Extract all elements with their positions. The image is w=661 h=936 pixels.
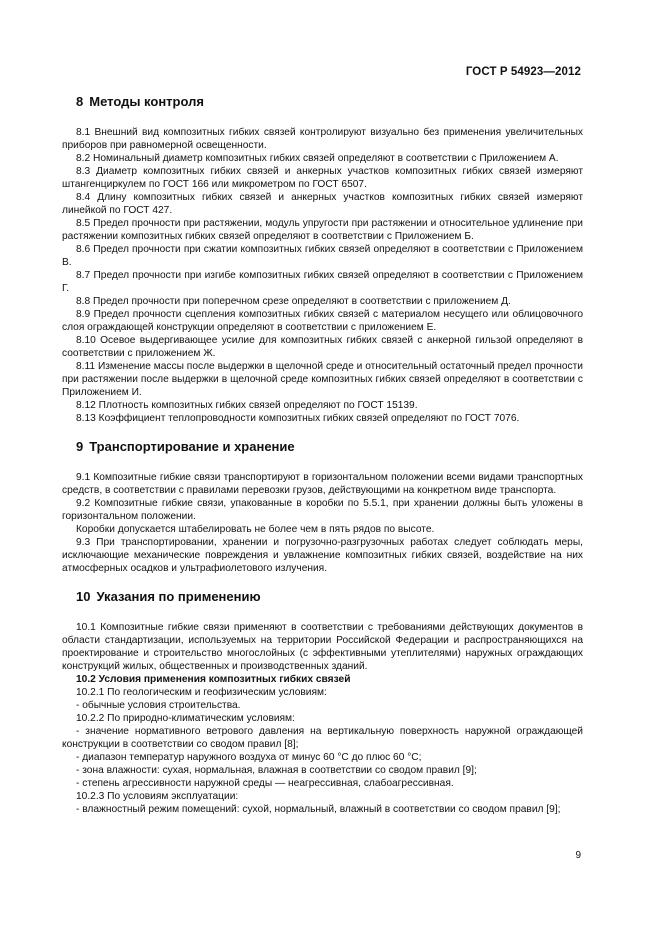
- paragraph: 8.12 Плотность композитных гибких связей определяют по ГОСТ 15139.: [76, 400, 418, 411]
- paragraph: 8.4 Длину композитных гибких связей и анкерных участков композитных гибких связей измеряют линейкой по ГОСТ 427.: [62, 192, 583, 216]
- section-title: Транспортирование и хранение: [89, 439, 295, 454]
- paragraph: 8.7 Предел прочности при изгибе композитных гибких связей определяют в соответствии с Приложением Г.: [62, 270, 583, 294]
- list-item: - влажностный режим помещений: сухой, нормальный, влажный в соответствии со сводом правил [9];: [76, 804, 561, 815]
- section-title: Указания по применению: [96, 589, 261, 604]
- page-number: 9: [575, 850, 581, 861]
- section-heading-9: [62, 439, 583, 455]
- section-number: 9: [76, 439, 84, 454]
- paragraph: 8.11 Изменение массы после выдержки в щелочной среде и относительный остаточный предел прочности при растяжении после выдержки в щелочной среде композитных гибких связей определяют в соответствии с Приложением И.: [62, 361, 583, 398]
- paragraph: 8.9 Предел прочности сцепления композитных гибких связей с материалом несущего или облицовочного слоя ограждающей конструкции определяют в соответствии с приложением Е.: [62, 309, 583, 333]
- paragraph: 10.2.2 По природно-климатическим условиям:: [76, 713, 295, 724]
- subsection-title: 10.2 Условия применения композитных гибких связей: [76, 674, 351, 685]
- document-body: [62, 94, 583, 816]
- section-heading-10: [62, 589, 583, 605]
- section-number: 8: [76, 94, 84, 109]
- paragraph: 8.3 Диаметр композитных гибких связей и анкерных участков композитных гибких связей измеряют штангенциркулем по ГОСТ 166 или микрометром по ГОСТ 6507.: [62, 166, 583, 190]
- paragraph: 8.8 Предел прочности при поперечном срезе определяют в соответствии с приложением Д.: [76, 296, 511, 307]
- paragraph: 8.1 Внешний вид композитных гибких связей контролируют визуально без применения увеличительных приборов при равномерной освещенности.: [62, 127, 583, 151]
- paragraph: 10.1 Композитные гибкие связи применяют в соответствии с требованиями действующих документов в области стандартизации, используемых на территории Российской Федерации и распространяющихся на проектирование и строительство многослойных (с эффективными утеплителями) наружных ограждающих конструкций жилых, общественных и производственных зданий.: [62, 622, 583, 672]
- section-number: 10: [76, 589, 91, 604]
- paragraph: 9.1 Композитные гибкие связи транспортируют в горизонтальном положении всеми видами транспортных средств, в соответствии с правилами перевозки грузов, действующими на конкретном виде транспорта.: [62, 472, 583, 496]
- list-item: - обычные условия строительства.: [76, 700, 241, 711]
- paragraph: 8.10 Осевое выдергивающее усилие для композитных гибких связей с анкерной гильзой определяют в соответствии с приложением Ж.: [62, 335, 583, 359]
- paragraph: 8.6 Предел прочности при сжатии композитных гибких связей определяют в соответствии с Приложением В.: [62, 244, 583, 268]
- paragraph: 9.2 Композитные гибкие связи, упакованные в коробки по 5.5.1, при хранении должны быть уложены в горизонтальном положении.: [62, 498, 583, 522]
- document-header: ГОСТ Р 54923—2012: [465, 66, 581, 78]
- list-item: - диапазон температур наружного воздуха от минус 60 °С до плюс 60 °С;: [76, 752, 422, 763]
- section-heading-8: [62, 94, 583, 110]
- paragraph: 8.13 Коэффициент теплопроводности композитных гибких связей определяют по ГОСТ 7076.: [76, 413, 520, 424]
- section-title: Методы контроля: [89, 94, 204, 109]
- paragraph: 10.2.3 По условиям эксплуатации:: [76, 791, 239, 802]
- list-item: - зона влажности: сухая, нормальная, влажная в соответствии со сводом правил [9];: [76, 765, 477, 776]
- list-item: - значение нормативного ветрового давления на вертикальную поверхность наружной ограждающей конструкции в соответствии со сводом правил [8];: [62, 726, 583, 750]
- list-item: - степень агрессивности наружной среды — неагрессивная, слабоагрессивная.: [76, 778, 454, 789]
- paragraph: Коробки допускается штабелировать не более чем в пять рядов по высоте.: [76, 524, 435, 535]
- paragraph: 10.2.1 По геологическим и геофизическим условиям:: [76, 687, 327, 698]
- paragraph: 8.5 Предел прочности при растяжении, модуль упругости при растяжении и относительное удлинение при растяжении композитных гибких связей определяют в соответствии с Приложением Б.: [62, 218, 583, 242]
- paragraph: 8.2 Номинальный диаметр композитных гибких связей определяют в соответствии с Приложением А.: [76, 153, 559, 164]
- paragraph: 9.3 При транспортировании, хранении и погрузочно-разгрузочных работах следует соблюдать меры, исключающие механические повреждения и увлажнение композитных гибких связей, воздействие на них атмосферных осадков и ультрафиолетового излучения.: [62, 537, 583, 574]
